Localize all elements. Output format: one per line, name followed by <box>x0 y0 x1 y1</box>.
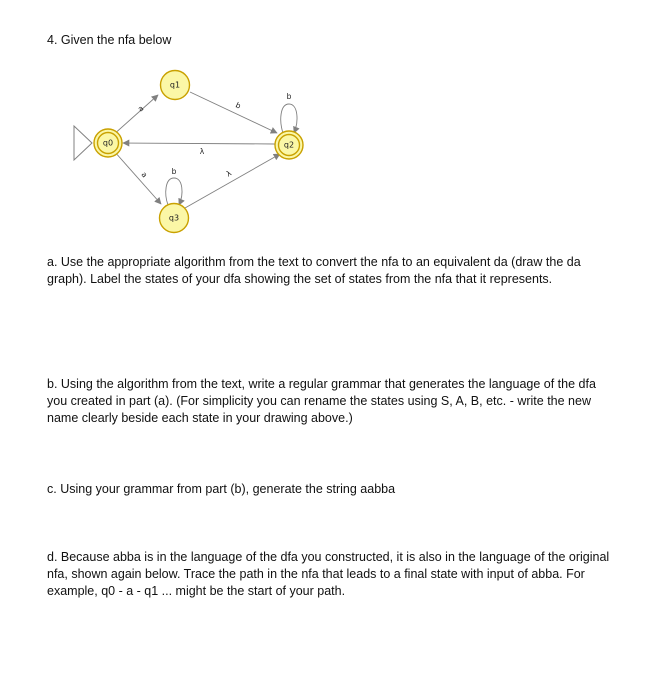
edge-q2-q0 <box>123 143 275 144</box>
question-part-a: a. Use the appropriate algorithm from the text to convert the nfa to an equivalent da (draw the da graph). Label the states of your dfa showing the set of states from the nfa that it represents. <box>47 255 581 286</box>
state-label-q2: q2 <box>283 140 295 150</box>
edge-q3-q3-loop <box>166 178 182 205</box>
state-q1 <box>161 71 190 100</box>
edge-label-q2-q0: λ <box>199 147 205 156</box>
state-label-q3: q3 <box>168 213 180 223</box>
start-state-marker <box>74 126 92 160</box>
edge-label-q2-loop: b <box>286 92 292 101</box>
nfa-diagram <box>0 0 669 250</box>
edge-q1-q2 <box>190 92 277 133</box>
edge-q0-q1 <box>112 95 158 136</box>
edge-label-q1-q2: b <box>234 100 243 111</box>
question-part-d: d. Because abba is in the language of the dfa you constructed, it is also in the language of the original nfa, shown again below. Trace the path in the nfa that leads to a final state with input of abba. For example, q0 - a - q1 ... might be the start of your path. <box>47 550 610 598</box>
edge-q2-q2-loop <box>281 104 297 133</box>
edge-label-q0-q3: a <box>139 170 150 180</box>
question-heading: 4. Given the nfa below <box>47 33 172 47</box>
question-part-c: c. Using your grammar from part (b), generate the string aabba <box>47 482 396 496</box>
state-q2 <box>275 131 303 159</box>
edge-q0-q3 <box>114 151 161 204</box>
state-label-q0: q0 <box>102 138 114 148</box>
state-label-q1: q1 <box>169 80 181 90</box>
state-q3 <box>160 204 189 233</box>
edge-label-q0-q1: a <box>136 103 146 114</box>
edge-label-q3-loop: b <box>171 167 177 176</box>
edge-q3-q2 <box>185 154 280 208</box>
question-part-b: b. Using the algorithm from the text, write a regular grammar that generates the language of the dfa you created in part (a). (For simplicity you can rename the states using S, A, B, etc. - write the new name clearly beside each state in your drawing above.) <box>47 377 596 425</box>
edge-label-q3-q2: λ <box>224 168 233 179</box>
state-q0 <box>94 129 122 157</box>
